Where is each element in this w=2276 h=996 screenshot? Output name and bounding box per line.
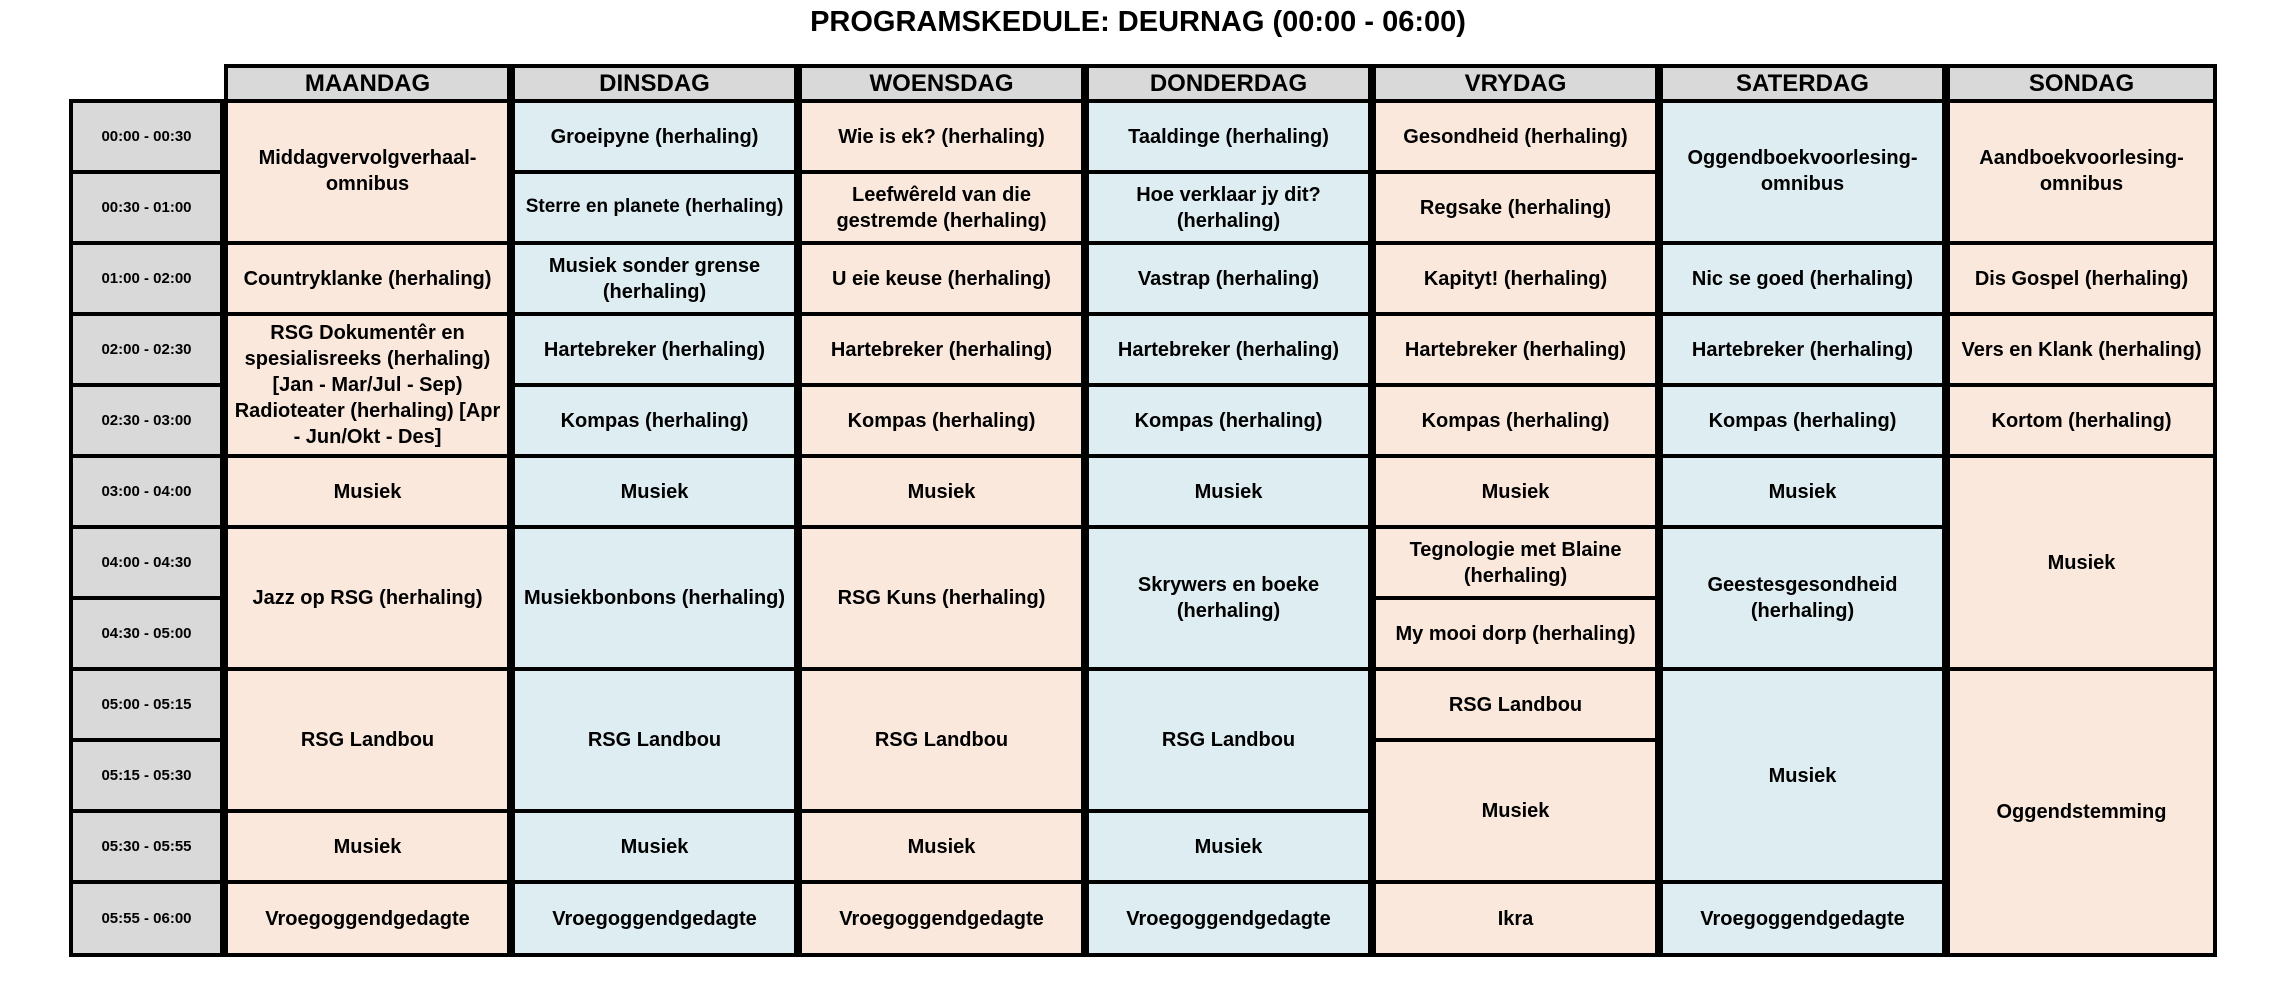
program-cell: Sterre en planete (herhaling) (515, 174, 794, 241)
program-cell: Kompas (herhaling) (802, 387, 1081, 454)
program-cell: Jazz op RSG (herhaling) (228, 529, 507, 667)
program-cell: Countryklanke (herhaling) (228, 245, 507, 312)
program-cell: Wie is ek? (herhaling) (802, 103, 1081, 170)
program-cell: Hoe verklaar jy dit? (herhaling) (1089, 174, 1368, 241)
program-cell: Vroegoggendgedagte (1089, 884, 1368, 953)
program-cell: Musiek (1376, 458, 1655, 525)
program-cell: Vroegoggendgedagte (228, 884, 507, 953)
program-cell: Leefwêreld van die gestremde (herhaling) (802, 174, 1081, 241)
program-cell: Nic se goed (herhaling) (1663, 245, 1942, 312)
day-header-dinsdag: DINSDAG (515, 68, 794, 99)
program-cell: Middagvervolgverhaal-omnibus (228, 103, 507, 241)
program-cell: Kompas (herhaling) (515, 387, 794, 454)
program-cell: Oggendboekvoorlesing-omnibus (1663, 103, 1942, 241)
time-slot: 05:30 - 05:55 (73, 813, 220, 880)
program-cell: Musiek (1950, 458, 2213, 667)
time-slot: 04:30 - 05:00 (73, 600, 220, 667)
time-slot: 01:00 - 02:00 (73, 245, 220, 312)
program-cell: Kompas (herhaling) (1089, 387, 1368, 454)
day-header-donderdag: DONDERDAG (1089, 68, 1368, 99)
program-cell: Musiek (1089, 458, 1368, 525)
program-cell: Musiekbonbons (herhaling) (515, 529, 794, 667)
program-cell: Kapityt! (herhaling) (1376, 245, 1655, 312)
program-cell: Hartebreker (herhaling) (1663, 316, 1942, 383)
program-cell: My mooi dorp (herhaling) (1376, 600, 1655, 667)
program-cell: Musiek (802, 813, 1081, 880)
time-slot: 00:30 - 01:00 (73, 174, 220, 241)
program-cell: Geestesgesondheid (herhaling) (1663, 529, 1942, 667)
program-cell: RSG Landbou (1376, 671, 1655, 738)
page-title: PROGRAMSKEDULE: DEURNAG (00:00 - 06:00) (810, 6, 1466, 38)
program-cell: Vroegoggendgedagte (515, 884, 794, 953)
program-cell: Regsake (herhaling) (1376, 174, 1655, 241)
program-cell: Musiek (515, 458, 794, 525)
program-cell: Hartebreker (herhaling) (515, 316, 794, 383)
program-cell: Musiek sonder grense (herhaling) (515, 245, 794, 312)
program-cell: Oggendstemming (1950, 671, 2213, 953)
day-header-sondag: SONDAG (1950, 68, 2213, 99)
program-cell: Vroegoggendgedagte (802, 884, 1081, 953)
program-cell: Musiek (515, 813, 794, 880)
program-cell: Vastrap (herhaling) (1089, 245, 1368, 312)
time-slot: 04:00 - 04:30 (73, 529, 220, 596)
program-cell: Hartebreker (herhaling) (802, 316, 1081, 383)
time-slot: 05:55 - 06:00 (73, 884, 220, 953)
program-cell: RSG Kuns (herhaling) (802, 529, 1081, 667)
time-slot: 05:15 - 05:30 (73, 742, 220, 809)
program-cell: RSG Dokumentêr en spesialisreeks (herhaling) [Jan - Mar/Jul - Sep) Radioteater (herhaling) [Apr - Jun/Okt - Des] (228, 316, 507, 454)
program-cell: Ikra (1376, 884, 1655, 953)
time-slot: 02:00 - 02:30 (73, 316, 220, 383)
program-cell: RSG Landbou (228, 671, 507, 809)
program-cell: RSG Landbou (1089, 671, 1368, 809)
program-cell: Musiek (228, 813, 507, 880)
program-cell: Kortom (herhaling) (1950, 387, 2213, 454)
program-cell: Gesondheid (herhaling) (1376, 103, 1655, 170)
program-cell: Vroegoggendgedagte (1663, 884, 1942, 953)
program-cell: RSG Landbou (515, 671, 794, 809)
program-cell: Musiek (1089, 813, 1368, 880)
time-slot: 05:00 - 05:15 (73, 671, 220, 738)
day-header-woensdag: WOENSDAG (802, 68, 1081, 99)
program-cell: U eie keuse (herhaling) (802, 245, 1081, 312)
program-cell: Dis Gospel (herhaling) (1950, 245, 2213, 312)
program-cell: Kompas (herhaling) (1663, 387, 1942, 454)
program-cell: Groeipyne (herhaling) (515, 103, 794, 170)
program-cell: Tegnologie met Blaine (herhaling) (1376, 529, 1655, 596)
program-cell: Aandboekvoorlesing-omnibus (1950, 103, 2213, 241)
time-slot: 03:00 - 04:00 (73, 458, 220, 525)
program-cell: Hartebreker (herhaling) (1376, 316, 1655, 383)
day-header-maandag: MAANDAG (228, 68, 507, 99)
program-cell: Musiek (1663, 458, 1942, 525)
program-cell: RSG Landbou (802, 671, 1081, 809)
time-slot: 02:30 - 03:00 (73, 387, 220, 454)
day-header-vrydag: VRYDAG (1376, 68, 1655, 99)
day-header-saterdag: SATERDAG (1663, 68, 1942, 99)
program-cell: Hartebreker (herhaling) (1089, 316, 1368, 383)
program-cell: Skrywers en boeke (herhaling) (1089, 529, 1368, 667)
time-slot: 00:00 - 00:30 (73, 103, 220, 170)
program-cell: Vers en Klank (herhaling) (1950, 316, 2213, 383)
program-cell: Musiek (228, 458, 507, 525)
program-cell: Kompas (herhaling) (1376, 387, 1655, 454)
program-cell: Musiek (802, 458, 1081, 525)
program-cell: Musiek (1376, 742, 1655, 880)
program-cell: Taaldinge (herhaling) (1089, 103, 1368, 170)
program-cell: Musiek (1663, 671, 1942, 880)
